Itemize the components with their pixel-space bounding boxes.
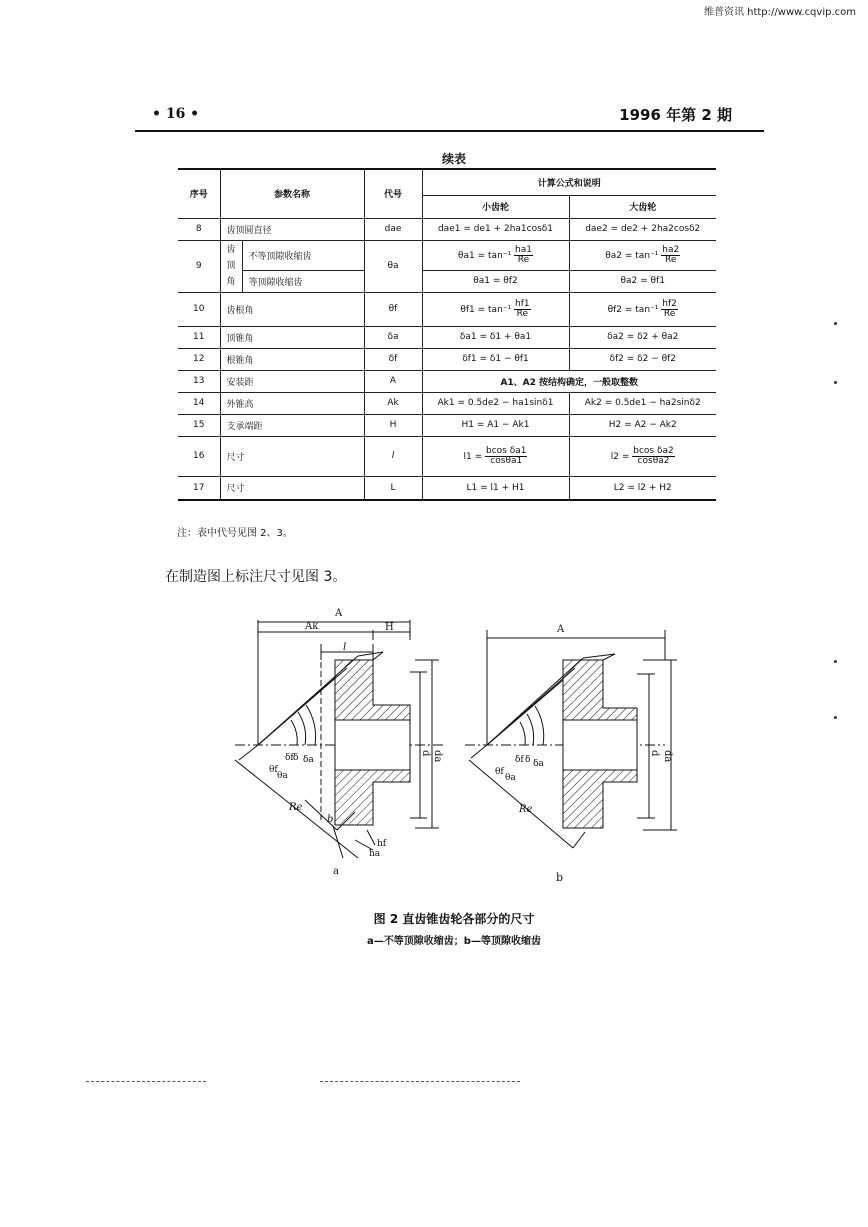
figure-caption-a: a — [333, 866, 339, 877]
label-da: da — [432, 750, 443, 763]
row-code: H — [364, 414, 422, 436]
label-ha: ha — [369, 849, 381, 859]
fraction-denominator: cosθa2 — [637, 455, 670, 466]
row-seq: 14 — [178, 392, 220, 414]
figure-title: 图 2 直齿锥齿轮各部分的尺寸 — [373, 912, 535, 926]
bevel-gear-figure — [225, 600, 705, 870]
header-seq: 序号 — [178, 169, 220, 218]
table-note: 注：表中代号见图 2、3。 — [177, 528, 293, 539]
row-seq: 13 — [178, 370, 220, 392]
label-Re: Re — [289, 802, 303, 813]
label-theta-a: θa — [277, 771, 288, 781]
header-small-gear: 小齿轮 — [422, 195, 569, 218]
row-merged-formula: A1、A2 按结构确定，一般取整数 — [422, 370, 716, 392]
parameter-table — [178, 168, 716, 501]
formula-lhs: l2 = — [610, 451, 630, 462]
scan-speck — [834, 322, 837, 325]
table-row — [178, 392, 716, 414]
page-number: • 16 • — [152, 106, 200, 122]
row-name: 支承端距 — [220, 414, 364, 436]
formula-fraction — [514, 300, 531, 319]
row-small-formula: H1 = A1 − Ak1 — [422, 414, 569, 436]
table-row — [178, 370, 716, 392]
table-row — [178, 292, 716, 326]
formula-fraction — [661, 300, 678, 319]
label-delta-b: δ — [525, 755, 531, 765]
row-large-formula: δa2 = δ2 + θa2 — [569, 326, 716, 348]
header-name: 参数名称 — [220, 169, 364, 218]
row-code: θa — [364, 240, 422, 292]
row-seq: 12 — [178, 348, 220, 370]
fraction-denominator: Re — [516, 308, 529, 319]
body-paragraph: 在制造图上标注尺寸见图 3。 — [165, 569, 347, 585]
name-group-char: 齿 — [226, 245, 236, 255]
header-rule — [135, 130, 764, 132]
row-seq: 15 — [178, 414, 220, 436]
row-large-formula — [569, 240, 716, 270]
row-large-formula: L2 = l2 + H2 — [569, 476, 716, 500]
row-code: dae — [364, 218, 422, 240]
row-name: 外锥高 — [220, 392, 364, 414]
fraction-numerator: bcos δa1 — [486, 445, 527, 456]
label-theta-f: θf — [269, 765, 278, 775]
row-name: 尺寸 — [220, 476, 364, 500]
row-small-formula: δa1 = δ1 + θa1 — [422, 326, 569, 348]
table-row — [178, 414, 716, 436]
formula-fraction — [632, 447, 674, 466]
row-seq: 11 — [178, 326, 220, 348]
row-large-formula: dae2 = de2 + 2ha2cosδ2 — [569, 218, 716, 240]
footer-rule — [86, 1081, 206, 1082]
table-row — [178, 218, 716, 240]
fraction-numerator: hf2 — [662, 298, 677, 309]
formula-lhs: θf2 = tan⁻¹ — [607, 304, 659, 315]
table-header-row — [178, 169, 716, 195]
row-subname: 等顶隙收缩齿 — [242, 270, 364, 292]
fraction-numerator: hf1 — [515, 298, 530, 309]
row-code: A — [364, 370, 422, 392]
row-code: l — [364, 436, 422, 476]
row-name: 根锥角 — [220, 348, 364, 370]
header-large-gear: 大齿轮 — [569, 195, 716, 218]
row-code: δf — [364, 348, 422, 370]
label-theta-f-b: θf — [495, 767, 504, 777]
row-code: θf — [364, 292, 422, 326]
fraction-denominator: Re — [663, 308, 676, 319]
label-delta: δ — [293, 753, 299, 763]
header-formula: 计算公式和说明 — [422, 169, 716, 195]
formula-fraction — [661, 246, 680, 265]
fraction-numerator: bcos δa2 — [633, 445, 674, 456]
table-row — [178, 240, 716, 270]
fraction-denominator: Re — [665, 254, 677, 265]
row-small-formula — [422, 292, 569, 326]
label-delta-f: δf — [285, 753, 294, 763]
table-row — [178, 348, 716, 370]
formula-fraction — [485, 447, 527, 466]
label-da-b: da — [662, 750, 673, 763]
row-name-group — [220, 240, 242, 292]
label-delta-f-b: δf — [515, 755, 524, 765]
footer-rule — [320, 1081, 520, 1082]
name-group-char: 顶 — [226, 261, 236, 271]
label-d-b: d — [649, 750, 660, 757]
row-seq: 8 — [178, 218, 220, 240]
row-small-formula — [422, 436, 569, 476]
row-small-formula: θa1 = θf2 — [422, 270, 569, 292]
label-Ak: Ak — [305, 621, 319, 632]
label-delta-a-b: δa — [533, 759, 544, 769]
table-title: 续表 — [441, 152, 466, 166]
row-code: L — [364, 476, 422, 500]
formula-lhs: θa2 = tan⁻¹ — [605, 250, 659, 261]
row-subname: 不等顶隙收缩齿 — [242, 240, 364, 270]
scan-speck — [834, 660, 837, 663]
name-group-char: 角 — [226, 277, 236, 287]
row-name: 齿顶圆直径 — [220, 218, 364, 240]
label-l: l — [343, 642, 347, 653]
row-large-formula — [569, 292, 716, 326]
scan-speck — [834, 716, 837, 719]
watermark: 维普资讯 http://www.cqvip.com — [703, 7, 856, 18]
row-small-formula: L1 = l1 + H1 — [422, 476, 569, 500]
table-row — [178, 436, 716, 476]
row-code: δa — [364, 326, 422, 348]
formula-lhs: θa1 = tan⁻¹ — [458, 250, 512, 261]
formula-fraction — [514, 246, 533, 265]
fraction-denominator: Re — [517, 254, 530, 265]
row-large-formula: δf2 = δ2 − θf2 — [569, 348, 716, 370]
row-small-formula — [422, 240, 569, 270]
figure-subtitle: a—不等顶隙收缩齿；b—等顶隙收缩齿 — [367, 936, 541, 947]
label-hf: hf — [377, 839, 387, 849]
scan-speck — [834, 381, 837, 384]
table-row — [178, 270, 716, 292]
row-small-formula: dae1 = de1 + 2ha1cosδ1 — [422, 218, 569, 240]
label-A: A — [335, 608, 343, 619]
row-large-formula: Ak2 = 0.5de1 − ha2sinδ2 — [569, 392, 716, 414]
figure-caption-b: b — [556, 871, 564, 884]
label-theta-a-b: θa — [505, 773, 516, 783]
row-seq: 16 — [178, 436, 220, 476]
label-b: b — [327, 814, 334, 825]
fraction-numerator: ha1 — [515, 244, 532, 255]
label-d: d — [420, 750, 431, 757]
row-name: 安装距 — [220, 370, 364, 392]
row-seq: 10 — [178, 292, 220, 326]
figure-a-drawing — [235, 620, 445, 858]
row-seq: 9 — [178, 240, 220, 292]
label-H: H — [385, 622, 394, 633]
row-small-formula: δf1 = δ1 − θf1 — [422, 348, 569, 370]
fraction-denominator: cosθa1 — [490, 455, 523, 466]
row-code: Ak — [364, 392, 422, 414]
row-name: 顶锥角 — [220, 326, 364, 348]
row-large-formula: H2 = A2 − Ak2 — [569, 414, 716, 436]
table-row — [178, 326, 716, 348]
row-large-formula: θa2 = θf1 — [569, 270, 716, 292]
table-row — [178, 476, 716, 500]
figure-b-drawing — [465, 630, 677, 848]
label-A-b: A — [557, 624, 565, 635]
fraction-numerator: ha2 — [662, 244, 680, 255]
row-seq: 17 — [178, 476, 220, 500]
issue-label: 1996 年第 2 期 — [619, 106, 732, 124]
row-name: 尺寸 — [220, 436, 364, 476]
label-delta-a: δa — [303, 755, 314, 765]
page-header — [152, 104, 764, 128]
header-code: 代号 — [364, 169, 422, 218]
formula-lhs: l1 = — [463, 451, 483, 462]
row-small-formula: Ak1 = 0.5de2 − ha1sinδ1 — [422, 392, 569, 414]
row-large-formula — [569, 436, 716, 476]
formula-lhs: θf1 = tan⁻¹ — [460, 304, 512, 315]
row-name: 齿根角 — [220, 292, 364, 326]
label-Re-b: Re — [519, 804, 533, 815]
